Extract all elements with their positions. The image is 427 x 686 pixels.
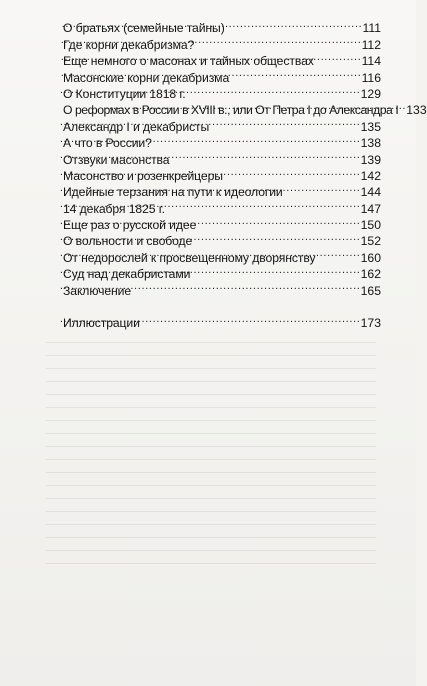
toc-leader-dots bbox=[192, 262, 358, 278]
toc-entry-title: Александр I и декабристы bbox=[63, 119, 210, 134]
toc-entry-page: 160 bbox=[360, 250, 381, 265]
toc-entry-title: Масонство и розенкрейцеры bbox=[63, 168, 223, 183]
toc-entry-page: 133 bbox=[406, 103, 427, 118]
toc-leader-dots bbox=[231, 65, 359, 81]
toc-entry bbox=[63, 98, 427, 118]
toc-entry-title: Где корни декабризма? bbox=[63, 37, 195, 52]
toc-entry bbox=[63, 32, 381, 52]
toc-entry-page: 152 bbox=[360, 234, 381, 249]
toc-entry bbox=[63, 262, 381, 282]
toc-entry bbox=[63, 229, 381, 249]
toc-leader-dots bbox=[142, 311, 359, 327]
toc-entry-page: 112 bbox=[361, 37, 381, 52]
toc-entry-title: Заключение bbox=[63, 283, 132, 298]
toc-leader-dots bbox=[196, 32, 359, 48]
toc-entry-title: О братьях (семейные тайны) bbox=[63, 21, 225, 36]
table-of-contents bbox=[63, 16, 427, 331]
toc-leader-dots bbox=[211, 114, 358, 130]
toc-entry-title: Еще немного о масонах и тайных обществах bbox=[63, 54, 314, 69]
toc-leader-dots bbox=[188, 82, 359, 98]
toc-entry bbox=[63, 114, 381, 134]
toc-leader-dots bbox=[316, 49, 360, 65]
toc-entry-page: 138 bbox=[360, 136, 381, 151]
toc-entry-page: 135 bbox=[360, 119, 381, 134]
toc-entry-illustrations bbox=[63, 311, 381, 331]
toc-leader-dots bbox=[154, 131, 359, 147]
toc-entry-page: 114 bbox=[361, 54, 381, 69]
toc-entry-title: Иллюстрации bbox=[63, 316, 140, 331]
toc-entry-title: О Конституции 1818 г. bbox=[63, 86, 186, 101]
toc-leader-dots bbox=[317, 245, 358, 261]
toc-entry-title: О реформах в России в XVIII в., или От Петра I до Александра I bbox=[63, 103, 399, 118]
toc-entry bbox=[63, 16, 381, 36]
toc-entry bbox=[63, 131, 381, 151]
toc-entry bbox=[63, 180, 381, 200]
toc-leader-dots bbox=[133, 278, 359, 294]
toc-entry bbox=[63, 49, 381, 69]
toc-leader-dots bbox=[400, 98, 404, 114]
toc-entry-title: 14 декабря 1825 г. bbox=[63, 201, 165, 216]
toc-leader-dots bbox=[194, 229, 358, 245]
toc-leader-dots bbox=[227, 16, 361, 32]
toc-entry-title: От недорослей к просвещенному дворянству bbox=[63, 250, 316, 265]
toc-entry-page: 139 bbox=[360, 152, 381, 167]
toc-leader-dots bbox=[167, 196, 359, 212]
toc-entry-page: 144 bbox=[360, 185, 381, 200]
toc-entry-page: 147 bbox=[360, 201, 381, 216]
toc-entry bbox=[63, 82, 381, 101]
toc-entry-page: 173 bbox=[360, 316, 381, 331]
toc-entry-title: Еще раз о русской идее bbox=[63, 218, 197, 233]
toc-entry-page: 150 bbox=[360, 218, 381, 233]
toc-entry bbox=[63, 164, 381, 183]
toc-leader-dots bbox=[198, 213, 358, 229]
toc-entry-page: 142 bbox=[360, 168, 381, 183]
toc-entry-title: О вольности и свободе bbox=[63, 234, 193, 249]
toc-leader-dots bbox=[171, 147, 358, 163]
toc-entry bbox=[63, 213, 381, 233]
toc-entry-title: Масонские корни декабризма bbox=[63, 70, 230, 85]
toc-entry bbox=[63, 278, 381, 298]
toc-entry bbox=[63, 196, 381, 216]
toc-entry-page: 162 bbox=[360, 267, 381, 282]
toc-entry-page: 165 bbox=[360, 283, 381, 298]
toc-entry-page: 116 bbox=[361, 70, 381, 85]
toc-entry-page: 111 bbox=[362, 21, 381, 36]
toc-leader-dots bbox=[225, 164, 359, 180]
toc-entry bbox=[63, 245, 381, 265]
toc-entry-title: А что в России? bbox=[63, 136, 152, 151]
toc-entry-title: Суд над декабристами bbox=[63, 267, 191, 282]
toc-entry bbox=[63, 147, 381, 167]
bleed-through-text bbox=[46, 330, 376, 630]
toc-entry-title: Идейные терзания на пути к идеологии bbox=[63, 185, 283, 200]
toc-leader-dots bbox=[285, 180, 359, 196]
toc-entry-page: 129 bbox=[360, 86, 381, 101]
toc-entry bbox=[63, 65, 381, 85]
toc-entry-title: Отзвуки масонства bbox=[63, 152, 170, 167]
